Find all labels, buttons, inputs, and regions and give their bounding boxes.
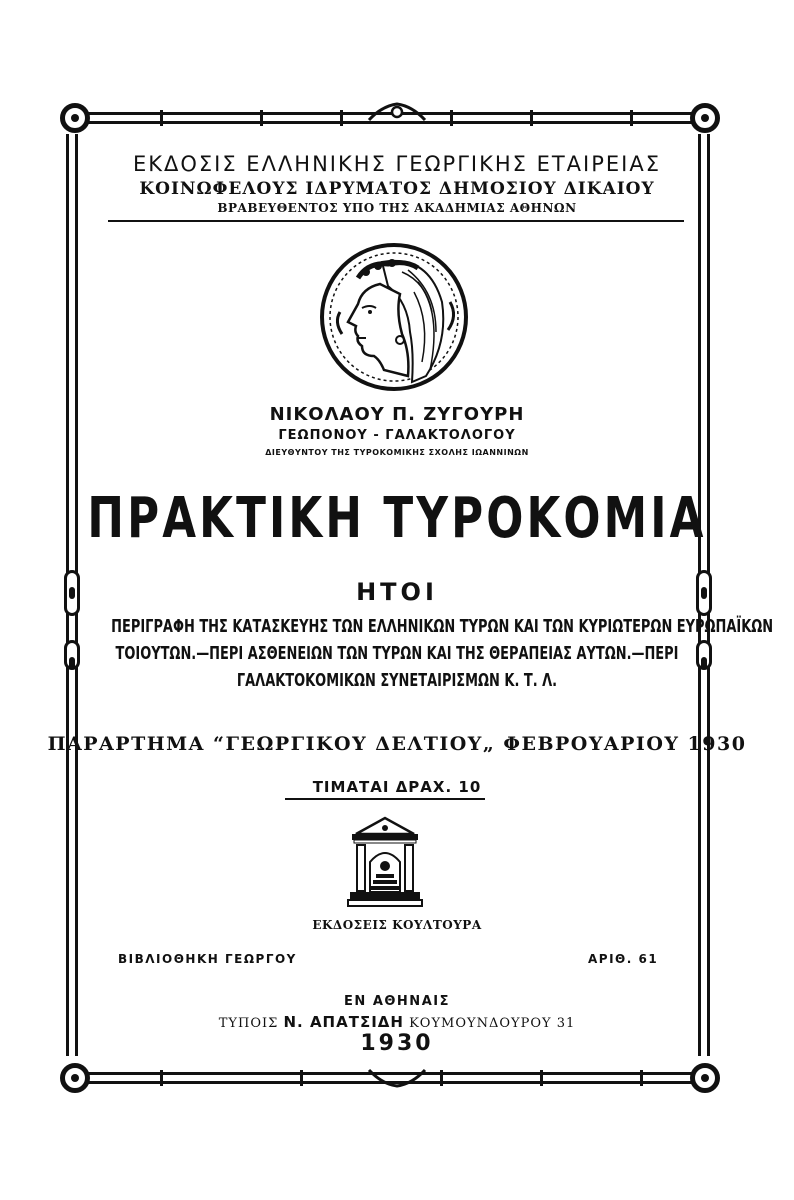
frame-corner-ornament [60, 1063, 90, 1093]
frame-tick [160, 110, 163, 126]
frame-tick [260, 110, 263, 126]
frame-tick [300, 1070, 303, 1086]
imprint-place: ΕΝ ΑΘΗΝΑΙΣ [344, 994, 450, 1009]
library-series-number: ΑΡΙΘ. 61 [588, 952, 659, 966]
frame-tick [450, 110, 453, 126]
frame-corner-ornament [60, 103, 90, 133]
side-ornament [696, 640, 712, 670]
publisher-society-line: ΕΚΔΟΣΙΣ ΕΛΛΗΝΙΚΗΣ ΓΕΩΡΓΙΚΗΣ ΕΤΑΙΡΕΙΑΣ [132, 152, 662, 176]
price: ΤΙΜΑΤΑΙ ΔΡΑΧ. 10 [312, 778, 482, 796]
award-line: ΒΡΑΒΕΥΘΕΝΤΟΣ ΥΠΟ ΤΗΣ ΑΚΑΔΗΜΙΑΣ ΑΘΗΝΩΝ [217, 201, 577, 215]
publication-year: 1930 [360, 1031, 434, 1056]
header-divider [108, 220, 684, 222]
author-profession: ΓΕΩΠΟΝΟΥ - ΓΑΛΑΚΤΟΛΟΓΟΥ [278, 428, 516, 443]
imprint-printer [0, 1013, 794, 1031]
frame-tick [440, 1070, 443, 1086]
top-center-ornament [367, 98, 427, 124]
supplement-line: ΠΑΡΑΡΤΗΜΑ “ΓΕΩΡΓΙΚΟΥ ΔΕΛΤΙΟΥ„ ΦΕΒΡΟΥΑΡΙΟΥ 1930 [47, 733, 747, 755]
side-ornament [64, 640, 80, 670]
frame-tick [630, 110, 633, 126]
printer-address: ΚΟΥΜΟΥΝΔΟΥΡΟΥ 31 [409, 1016, 576, 1031]
bottom-center-ornament [367, 1066, 427, 1092]
author-position: ΔΙΕΥΘΥΝΤΟΥ ΤΗΣ ΤΥΡΟΚΟΜΙΚΗΣ ΣΧΟΛΗΣ ΙΩΑΝΝΙΝΩΝ [265, 448, 529, 457]
subtitle-line-2: ΤΟΙΟΥΤΩΝ.—ΠΕΡΙ ΑΣΘΕΝΕΙΩΝ ΤΩΝ ΤΥΡΩΝ ΚΑΙ ΤΗΣ ΘΕΡΑΠΕΙΑΣ ΑΥΤΩΝ.—ΠΕΡΙ [115, 643, 679, 664]
coin-portrait-image [318, 242, 470, 392]
subtitle-line-3: ΓΑΛΑΚΤΟΚΟΜΙΚΩΝ ΣΥΝΕΤΑΙΡΙΣΜΩΝ Κ. Τ. Λ. [236, 670, 558, 691]
publisher-name: ΕΚΔΟΣΕΙΣ ΚΟΥΛΤΟΥΡΑ [312, 918, 482, 932]
printer-prefix: ΤΥΠΟΙΣ [218, 1016, 279, 1031]
subtitle-line-1: ΠΕΡΙΓΡΑΦΗ ΤΗΣ ΚΑΤΑΣΚΕΥΗΣ ΤΩΝ ΕΛΛΗΝΙΚΩΝ ΤΥΡΩΝ ΚΑΙ ΤΩΝ ΚΥΡΙΩΤΕΡΩΝ ΕΥΡΩΠΑΪΚΩΝ [111, 616, 774, 637]
foundation-line: ΚΟΙΝΩΦΕΛΟΥΣ ΙΔΡΥΜΑΤΟΣ ΔΗΜΟΣΙΟΥ ΔΙΚΑΙΟΥ [139, 179, 655, 199]
printer-name: Ν. ΑΠΑΤΣΙΔΗ [283, 1013, 404, 1031]
author-name: ΝΙΚΟΛΑΟΥ Π. ΖΥΓΟΥΡΗ [269, 404, 525, 425]
frame-corner-ornament [690, 1063, 720, 1093]
publisher-emblem-image [346, 814, 424, 910]
title-conjunction: ΗΤΟΙ [356, 578, 438, 606]
book-title: ΠΡΑΚΤΙΚΗ ΤΥΡΟΚΟΜΙΑ [87, 486, 707, 551]
frame-tick [540, 1070, 543, 1086]
frame-tick [160, 1070, 163, 1086]
frame-tick [640, 1070, 643, 1086]
frame-tick [340, 110, 343, 126]
price-underline [285, 798, 485, 800]
frame-tick [530, 110, 533, 126]
library-series-name: ΒΙΒΛΙΟΘΗΚΗ ΓΕΩΡΓΟΥ [118, 952, 297, 966]
frame-corner-ornament [690, 103, 720, 133]
